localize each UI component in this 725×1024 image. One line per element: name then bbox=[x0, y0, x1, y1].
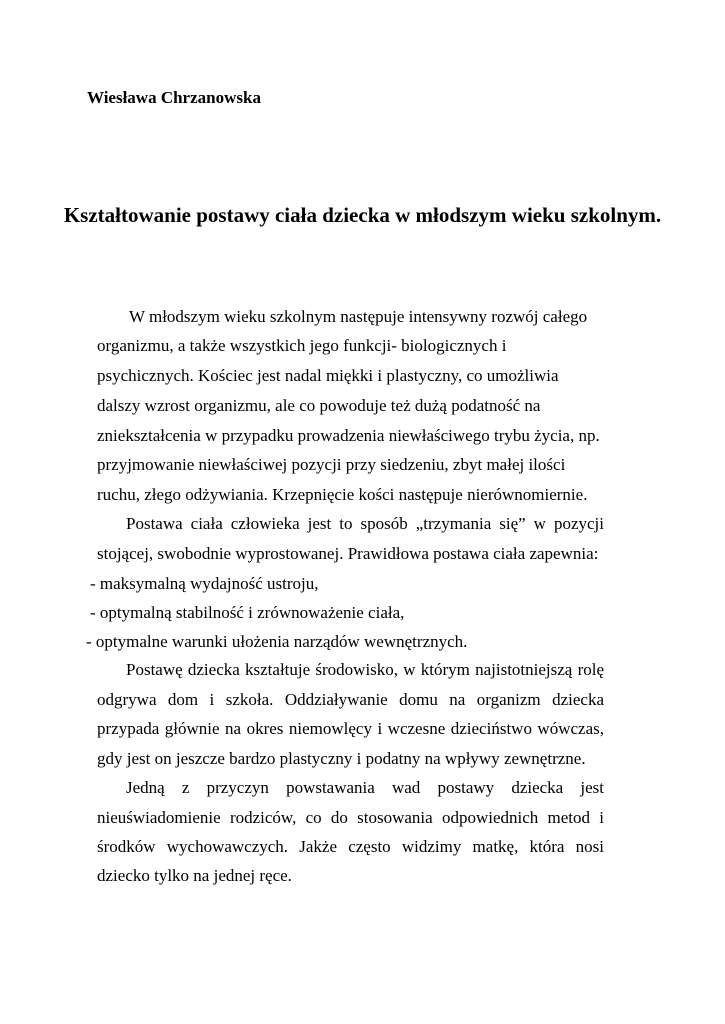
text-line: psychicznych. Kościec jest nadal miękki i plastyczny, co umożliwia bbox=[97, 366, 559, 385]
text-line: nieuświadomienie rodziców, co do stosowania odpowiednich metod i bbox=[97, 808, 604, 827]
text-line: przypada głównie na okres niemowlęcy i wczesne dzieciństwo wówczas, bbox=[97, 719, 604, 738]
list-item: - maksymalną wydajność ustroju, bbox=[90, 574, 319, 593]
text-line: organizmu, a także wszystkich jego funkcji- biologicznych i bbox=[97, 336, 507, 355]
list-item: - optymalną stabilność i zrównoważenie ciała, bbox=[90, 603, 405, 622]
text-line: dziecko tylko na jednej ręce. bbox=[97, 866, 292, 885]
text-line: W młodszym wieku szkolnym następuje intensywny rozwój całego bbox=[129, 307, 588, 326]
text-line: gdy jest on jeszcze bardzo plastyczny i podatny na wpływy zewnętrzne. bbox=[97, 749, 586, 768]
text-line: środków wychowawczych. Jakże często widzimy matkę, która nosi bbox=[97, 837, 604, 856]
list-item: - optymalne warunki ułożenia narządów wewnętrznych. bbox=[86, 632, 468, 651]
text-line: odgrywa dom i szkoła. Oddziaływanie domu na organizm dziecka bbox=[97, 690, 604, 709]
author-name: Wiesława Chrzanowska bbox=[87, 88, 261, 107]
text-line: przyjmowanie niewłaściwej pozycji przy siedzeniu, zbyt małej ilości bbox=[97, 455, 566, 474]
text-line: ruchu, złego odżywiania. Krzepnięcie kości następuje nierównomiernie. bbox=[97, 485, 588, 504]
text-line: Jedną z przyczyn powstawania wad postawy dziecka jest bbox=[126, 778, 604, 797]
document-title: Kształtowanie postawy ciała dziecka w młodszym wieku szkolnym. bbox=[63, 203, 662, 227]
text-line: Postawa ciała człowieka jest to sposób „trzymania się” w pozycji bbox=[126, 514, 604, 533]
text-line: Postawę dziecka kształtuje środowisko, w którym najistotniejszą rolę bbox=[126, 660, 604, 679]
text-line: zniekształcenia w przypadku prowadzenia niewłaściwego trybu życia, np. bbox=[97, 426, 600, 445]
text-line: dalszy wzrost organizmu, ale co powoduje też dużą podatność na bbox=[97, 396, 541, 415]
text-line: stojącej, swobodnie wyprostowanej. Prawidłowa postawa ciała zapewnia: bbox=[97, 544, 599, 563]
